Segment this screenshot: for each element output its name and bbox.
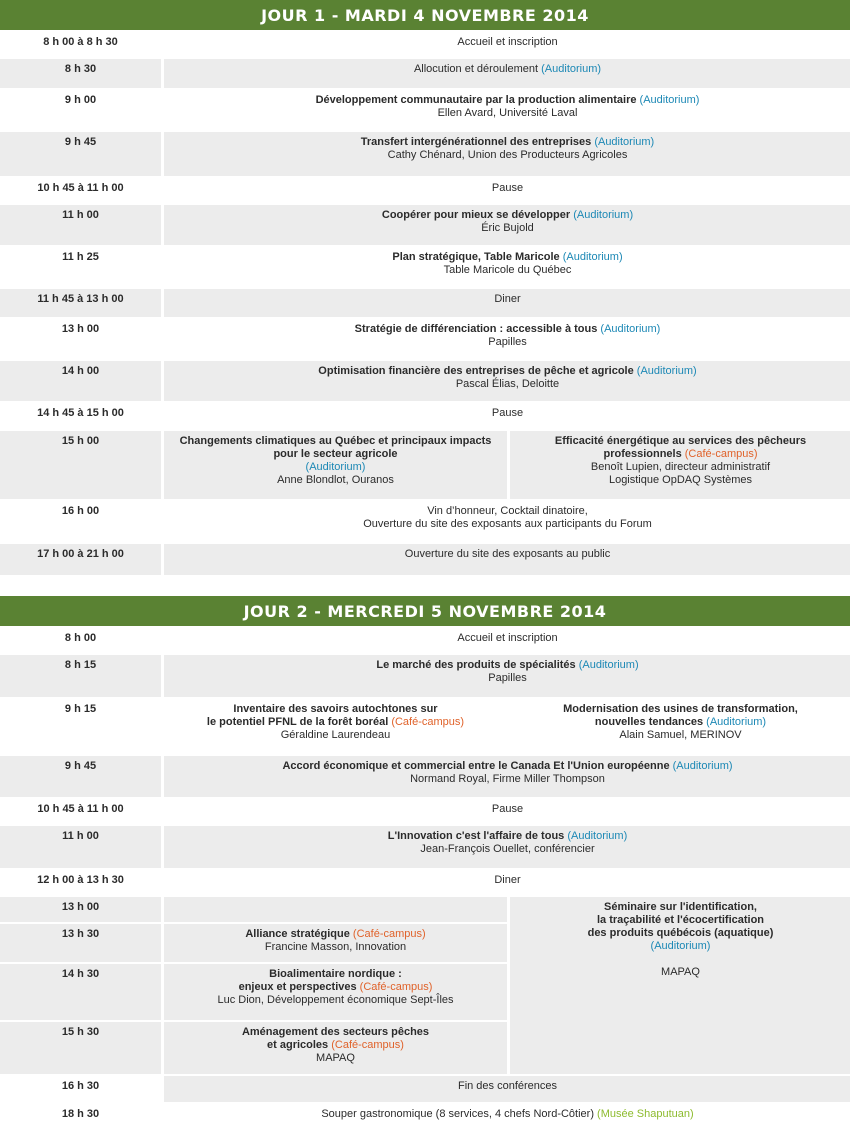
- speaker: Alain Samuel, MERINOV: [619, 729, 742, 741]
- speaker: Géraldine Laurendeau: [280, 729, 391, 741]
- session-cell: Fin des conférences: [164, 1076, 850, 1102]
- session-cell: [164, 132, 850, 176]
- venue-label: (Auditorium): [573, 209, 634, 221]
- speaker: Anne Blondlot, Ouranos: [277, 474, 394, 486]
- time-cell: 12 h 00 à 13 h 30: [37, 874, 124, 886]
- session-title: L'Innovation c'est l'affaire de tous: [387, 830, 568, 842]
- session-cell-left: Inventaire des savoirs autochtones sur le potentiel PFNL de la forêt boréal (Café-campus) Géraldine Laurendeau: [206, 703, 465, 741]
- venue-label: (Auditorium): [600, 323, 661, 335]
- venue-label: (Auditorium): [567, 830, 628, 842]
- session-title: Coopérer pour mieux se développer: [381, 209, 574, 221]
- venue-label: (Café-campus): [352, 928, 426, 940]
- venue-label: (Café-campus): [391, 716, 465, 728]
- venue-label: (Café-campus): [359, 981, 433, 993]
- session-title: Plan stratégique, Table Maricole: [392, 251, 563, 263]
- session-title: le potentiel PFNL de la forêt boréal: [206, 716, 392, 728]
- seminar-cell: Séminaire sur l'identification, la traçabilité et l'écocertification des produits québécois (aquatique) (Auditorium) MAPAQ: [510, 897, 850, 1074]
- time-cell: 13 h 00: [61, 323, 100, 335]
- session-title: Alliance stratégique: [245, 928, 353, 940]
- session-cell-left: Aménagement des secteurs pêches et agricoles (Café-campus) MAPAQ: [164, 1022, 507, 1074]
- venue-label: (Café-campus): [684, 448, 758, 460]
- session-title: et agricoles: [267, 1039, 332, 1051]
- time-cell: 11 h 00: [0, 826, 161, 868]
- session-cell-left: Bioalimentaire nordique : enjeux et perspectives (Café-campus) Luc Dion, Développement économique Sept-Îles: [164, 964, 507, 1020]
- speaker: Luc Dion, Développement économique Sept-Îles: [217, 994, 454, 1006]
- time-cell: 8 h 00 à 8 h 30: [43, 36, 118, 48]
- venue-label: (Café-campus): [331, 1039, 404, 1051]
- session-title: Changements climatiques au Québec et principaux impacts pour le secteur agricole: [179, 435, 492, 460]
- venue-label: (Auditorium): [636, 365, 697, 377]
- session-cell: Diner: [164, 289, 850, 317]
- session-title: Efficacité énergétique au services des pêcheurs professionnels: [554, 435, 807, 460]
- speaker: Table Maricole du Québec: [443, 264, 572, 276]
- session-title: Transfert intergénérationnel des entreprises: [360, 136, 595, 148]
- venue-label: (Auditorium): [578, 659, 639, 671]
- time-cell: 18 h 30: [61, 1108, 100, 1120]
- venue-label: (Musée Shaputuan): [597, 1108, 694, 1120]
- day1-schedule: [0, 32, 850, 575]
- session-cell: [164, 205, 850, 245]
- day1-header: JOUR 1 - MARDI 4 NOVEMBRE 2014: [0, 0, 850, 30]
- session-cell: Pause: [491, 182, 524, 194]
- time-cell: 15 h 00: [0, 431, 161, 499]
- session-cell: Accueil et inscription: [457, 36, 558, 48]
- session-cell-right: Efficacité énergétique au services des pêcheurs professionnels (Café-campus) Benoît Lupien, directeur administratif Logistique OpDAQ Systèmes: [510, 431, 850, 499]
- session-cell-left: [164, 431, 507, 499]
- session-cell: Ouverture du site des exposants au public: [164, 544, 850, 575]
- venue-label: (Auditorium): [706, 716, 767, 728]
- speaker: Papilles: [488, 672, 527, 684]
- venue-label: (Auditorium): [594, 136, 655, 148]
- session-cell: Vin d’honneur, Cocktail dinatoire, Ouverture du site des exposants aux participants du Forum: [363, 505, 652, 530]
- time-cell: 10 h 45 à 11 h 00: [37, 803, 124, 815]
- time-cell: 15 h 30: [0, 1022, 161, 1074]
- session-cell: [164, 655, 850, 697]
- speaker: Jean-François Ouellet, conférencier: [420, 843, 595, 855]
- time-cell: 8 h 00: [64, 632, 97, 644]
- time-cell: 9 h 00: [64, 94, 97, 106]
- time-cell: 17 h 00 à 21 h 00: [0, 544, 161, 575]
- session-cell: Accueil et inscription: [457, 632, 558, 644]
- speaker: Francine Masson, Innovation: [264, 941, 407, 953]
- session-title: Accord économique et commercial entre le Canada Et l'Union européenne: [282, 760, 673, 772]
- time-cell: 13 h 30: [0, 924, 161, 962]
- time-cell: 11 h 25: [62, 251, 99, 263]
- time-cell: 8 h 30: [0, 59, 161, 88]
- venue-label: (Auditorium): [562, 251, 623, 263]
- venue-label: (Auditorium): [650, 940, 711, 952]
- session-cell: [164, 756, 850, 797]
- speaker: Cathy Chénard, Union des Producteurs Agricoles: [387, 149, 628, 161]
- venue-label: (Auditorium): [639, 94, 700, 106]
- venue-label: (Auditorium): [672, 760, 733, 772]
- time-cell: 16 h 00: [61, 505, 100, 517]
- session-cell: Allocution et déroulement (Auditorium): [164, 59, 850, 88]
- session-cell: Diner: [494, 874, 521, 886]
- speaker: MAPAQ: [316, 1052, 355, 1064]
- session-cell-right: Modernisation des usines de transformation, nouvelles tendances (Auditorium) Alain Samuel, MERINOV: [563, 703, 798, 741]
- day-spacer: [0, 575, 850, 596]
- session-cell: [164, 247, 850, 287]
- seminar-title: Séminaire sur l'identification,: [604, 901, 757, 913]
- session-cell: [164, 826, 850, 868]
- speaker: Pascal Élias, Deloitte: [455, 378, 560, 390]
- speaker: Benoît Lupien, directeur administratif: [590, 461, 771, 473]
- time-cell: 11 h 45 à 13 h 00: [0, 289, 161, 317]
- time-cell: 11 h 00: [0, 205, 161, 245]
- session-cell: Pause: [491, 407, 524, 419]
- time-cell: 9 h 45: [0, 756, 161, 797]
- time-cell: 16 h 30: [61, 1080, 100, 1092]
- venue-label: (Auditorium): [305, 461, 366, 473]
- venue-label: (Auditorium): [541, 63, 602, 75]
- time-cell: 9 h 15: [64, 703, 97, 715]
- session-cell: [164, 361, 850, 401]
- session-cell: [164, 319, 850, 359]
- speaker: Papilles: [488, 336, 527, 348]
- session-title: Optimisation financière des entreprises de pêche et agricole: [318, 365, 637, 377]
- session-cell-left: [164, 924, 507, 962]
- time-cell: 9 h 45: [0, 132, 161, 176]
- speaker: MAPAQ: [661, 966, 700, 978]
- session-title: enjeux et perspectives: [238, 981, 360, 993]
- session-cell-empty: [164, 897, 507, 922]
- time-cell: 14 h 00: [0, 361, 161, 401]
- session-title: Développement communautaire par la production alimentaire: [315, 94, 640, 106]
- session-title: Stratégie de différenciation : accessible à tous: [354, 323, 601, 335]
- session-cell: Pause: [491, 803, 524, 815]
- session-title: Le marché des produits de spécialités: [376, 659, 579, 671]
- session-title: nouvelles tendances: [594, 716, 707, 728]
- time-cell: 13 h 00: [0, 897, 161, 922]
- session-cell: [164, 90, 850, 130]
- time-cell: 8 h 15: [0, 655, 161, 697]
- time-cell: 14 h 30: [0, 964, 161, 1020]
- time-cell: 14 h 45 à 15 h 00: [37, 407, 124, 419]
- speaker: Éric Bujold: [481, 222, 534, 234]
- day2-header: JOUR 2 - MERCREDI 5 NOVEMBRE 2014: [0, 596, 850, 626]
- session-cell: Souper gastronomique (8 services, 4 chefs Nord-Côtier) (Musée Shaputuan): [321, 1108, 694, 1120]
- time-cell: 10 h 45 à 11 h 00: [37, 182, 124, 194]
- speaker: Ellen Avard, Université Laval: [437, 107, 578, 119]
- day2-schedule: [0, 628, 850, 1130]
- speaker: Normand Royal, Firme Miller Thompson: [410, 773, 605, 785]
